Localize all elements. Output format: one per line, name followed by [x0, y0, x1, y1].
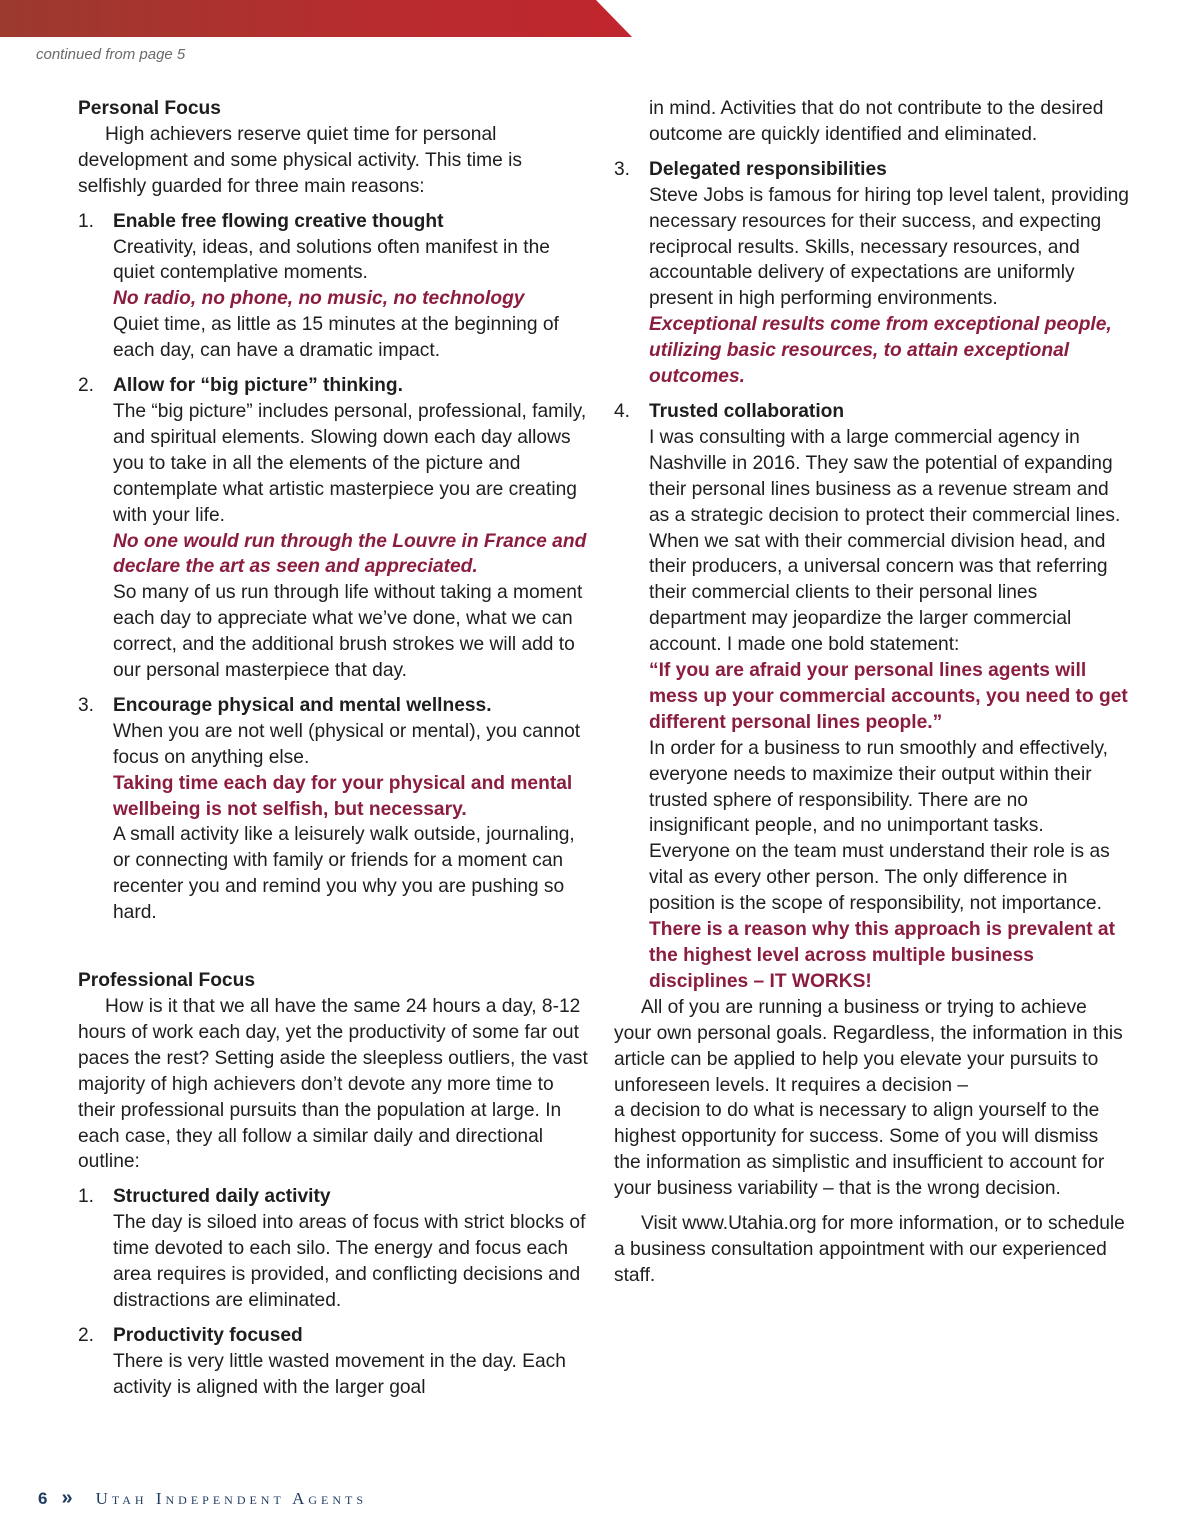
list-item — [78, 373, 593, 684]
item-text: Steve Jobs is famous for hiring top level talent, providing necessary resources for their success, and expecting reciprocal results. Skills, necessary resources, and accountable delivery of expectations are uniformly present in high performing environments. — [649, 184, 1129, 310]
left-column — [78, 96, 593, 1410]
header-banner — [0, 0, 632, 37]
item-highlight: No radio, no phone, no music, no technology — [113, 288, 525, 310]
item-text: I was consulting with a large commercial agency in Nashville in 2016. They saw the potential of expanding their personal lines business as a revenue stream and as a strategic decision to protect their commercial lines. When we sat with their commercial division head, and their producers, a universal concern was that referring their commercial clients to their personal lines department may jeopardize the larger commercial account. I made one bold statement: — [649, 426, 1121, 656]
personal-focus-intro: High achievers reserve quiet time for personal development and some physical activity. This time is selfishly guarded for three main reasons: — [78, 123, 522, 197]
list-item — [78, 1184, 593, 1314]
item-highlight: No one would run through the Louvre in France and declare the art as seen and appreciated. — [113, 530, 587, 578]
page-footer — [38, 1487, 367, 1510]
chevron-right-icon: » — [61, 1487, 70, 1509]
item-number: 4. — [614, 400, 631, 422]
section-gap — [78, 935, 593, 968]
item-title: Structured daily activity — [113, 1186, 331, 1208]
list-item — [614, 157, 1129, 390]
item-highlight: Taking time each day for your physical and mental wellbeing is not selfish, but necessary. — [113, 772, 573, 820]
page-number: 6 — [38, 1488, 48, 1508]
item-text: The day is siloed into areas of focus with strict blocks of time devoted to each silo. The energy and focus each area requires is provided, and conflicting decisions and distractions are eliminated. — [113, 1212, 586, 1311]
item-title: Encourage physical and mental wellness. — [113, 694, 492, 716]
item-number: 2. — [78, 1324, 95, 1346]
item-title: Productivity focused — [113, 1324, 303, 1346]
closing-paragraph: Visit www.Utahia.org for more information, or to schedule a business consultation appointment with our experienced staff. — [614, 1213, 1125, 1286]
list-item — [78, 209, 593, 364]
item-text: The “big picture” includes personal, professional, family, and spiritual elements. Slowing down each day allows you to take in all the elements of the picture and contemplate what artistic masterpiece you are creating with your life. — [113, 400, 587, 526]
item-text: So many of us run through life without taking a moment each day to appreciate what we’ve done, what we can correct, and the additional brush strokes we will add to our personal masterpiece that day. — [113, 582, 583, 682]
item-number: 1. — [78, 210, 95, 232]
list-item — [614, 399, 1129, 995]
item-text: In order for a business to run smoothly and effectively, everyone needs to maximize their output within their trusted sphere of responsibility. There are no insignificant people, and no unimportant tasks. Everyone on the team must understand their role is as vital as every other person. The only difference in position is the scope of responsibility, not importance. — [649, 737, 1110, 915]
professional-focus-heading: Professional Focus — [78, 970, 255, 992]
item-text: A small activity like a leisurely walk outside, journaling, or connecting with family or friends for a moment can recenter you and remind you why you are pushing so hard. — [113, 824, 575, 924]
item-title: Enable free flowing creative thought — [113, 210, 444, 232]
professional-focus-intro: How is it that we all have the same 24 hours a day, 8-12 hours of work each day, yet the productivity of some far out paces the rest? Setting aside the sleepless outliers, the vast majority of high achievers don’t devote any more time to their professional pursuits than the population at large. In each case, they all follow a similar daily and directional outline: — [78, 996, 588, 1173]
item-number: 3. — [614, 158, 631, 180]
closing-paragraph: a decision to do what is necessary to align yourself to the highest opportunity for success. Some of you will dismiss the information as simplistic and insufficient to account for your business variability – that is the wrong decision. — [614, 1100, 1105, 1200]
closing-paragraph: All of you are running a business or trying to achieve your own personal goals. Regardless, the information in this article can be applied to help you elevate your pursuits to unforeseen levels. It requires a decision – — [614, 996, 1123, 1096]
item-text: Creativity, ideas, and solutions often manifest in the quiet contemplative moments. — [113, 236, 550, 284]
personal-focus-heading: Personal Focus — [78, 98, 221, 119]
continued-note: continued from page 5 — [36, 46, 186, 63]
professional-focus-list — [78, 1184, 593, 1400]
personal-focus-list — [78, 209, 593, 926]
item-number: 3. — [78, 694, 95, 716]
item-text: Quiet time, as little as 15 minutes at the beginning of each day, can have a dramatic impact. — [113, 314, 559, 362]
right-column — [614, 96, 1129, 1289]
list-item — [78, 693, 593, 926]
professional-focus-list-continued — [614, 157, 1129, 995]
item-title: Allow for “big picture” thinking. — [113, 375, 403, 397]
list-item — [78, 1323, 593, 1401]
item-text: When you are not well (physical or mental), you cannot focus on anything else. — [113, 720, 581, 768]
item-highlight: Exceptional results come from exceptional people, utilizing basic resources, to attain exceptional outcomes. — [649, 314, 1112, 388]
item-title: Delegated responsibilities — [649, 158, 887, 180]
item-continuation: in mind. Activities that do not contribute to the desired outcome are quickly identified and eliminated. — [649, 98, 1104, 145]
item-highlight: There is a reason why this approach is prevalent at the highest level across multiple business disciplines – IT WORKS! — [649, 919, 1115, 992]
item-text: There is very little wasted movement in the day. Each activity is aligned with the larger goal — [113, 1350, 566, 1398]
item-number: 2. — [78, 375, 95, 397]
publication-name: Utah Independent Agents — [95, 1488, 368, 1508]
item-number: 1. — [78, 1186, 95, 1208]
item-quote: “If you are afraid your personal lines agents will mess up your commercial accounts, you need to get different personal lines people.” — [649, 660, 1128, 733]
item-title: Trusted collaboration — [649, 400, 845, 422]
